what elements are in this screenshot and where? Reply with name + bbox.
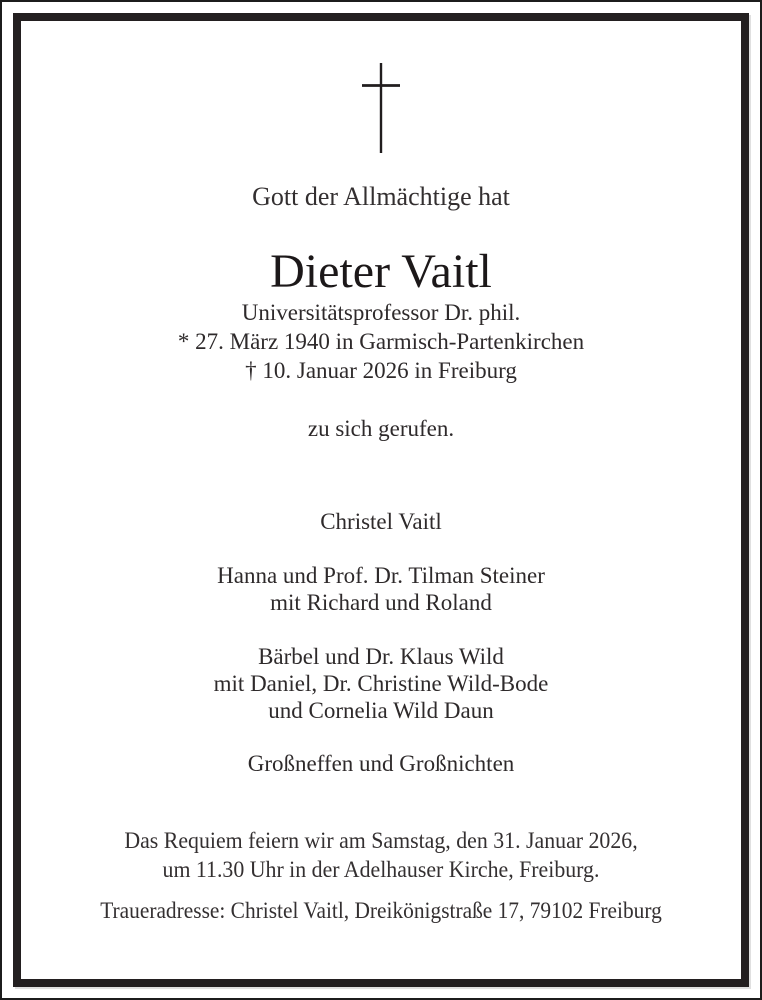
cross-icon-container <box>2 62 760 154</box>
vita-block <box>2 298 760 385</box>
mourner-name: Christel Vaitl <box>320 509 442 534</box>
academic-title-line: Universitätsprofessor Dr. phil. <box>241 300 521 325</box>
mourner-name: Bärbel und Dr. Klaus Wild <box>258 644 504 669</box>
requiem-info <box>21 827 741 884</box>
intro-line: Gott der Allmächtige hat <box>252 182 510 211</box>
mourner-children: und Cornelia Wild Daun <box>268 698 494 723</box>
mourner-block-widow <box>2 508 760 535</box>
mourner-children: mit Richard und Roland <box>270 590 492 615</box>
mourner-block-relatives <box>2 750 760 777</box>
mourner-block-wild <box>2 643 760 724</box>
birth-line: * 27. März 1940 in Garmisch-Partenkirchen <box>177 329 585 354</box>
cross-icon <box>361 62 401 154</box>
funeral-address-line: Traueradresse: Christel Vaitl, Dreikönigstraße 17, 79102 Freiburg <box>100 898 662 923</box>
death-line: † 10. Januar 2026 in Freiburg <box>245 358 517 383</box>
mourner-name: Großneffen und Großnichten <box>247 751 515 776</box>
mourner-block-steiner <box>2 562 760 616</box>
called-line: zu sich gerufen. <box>307 416 455 441</box>
deceased-name: Dieter Vaitl <box>270 245 492 298</box>
mourner-children: mit Daniel, Dr. Christine Wild-Bode <box>213 671 549 696</box>
requiem-place-line: um 11.30 Uhr in der Adelhauser Kirche, Freiburg. <box>162 856 600 882</box>
requiem-date-line: Das Requiem feiern wir am Samstag, den 31. Januar 2026, <box>124 828 638 853</box>
mourner-name: Hanna und Prof. Dr. Tilman Steiner <box>217 563 545 588</box>
